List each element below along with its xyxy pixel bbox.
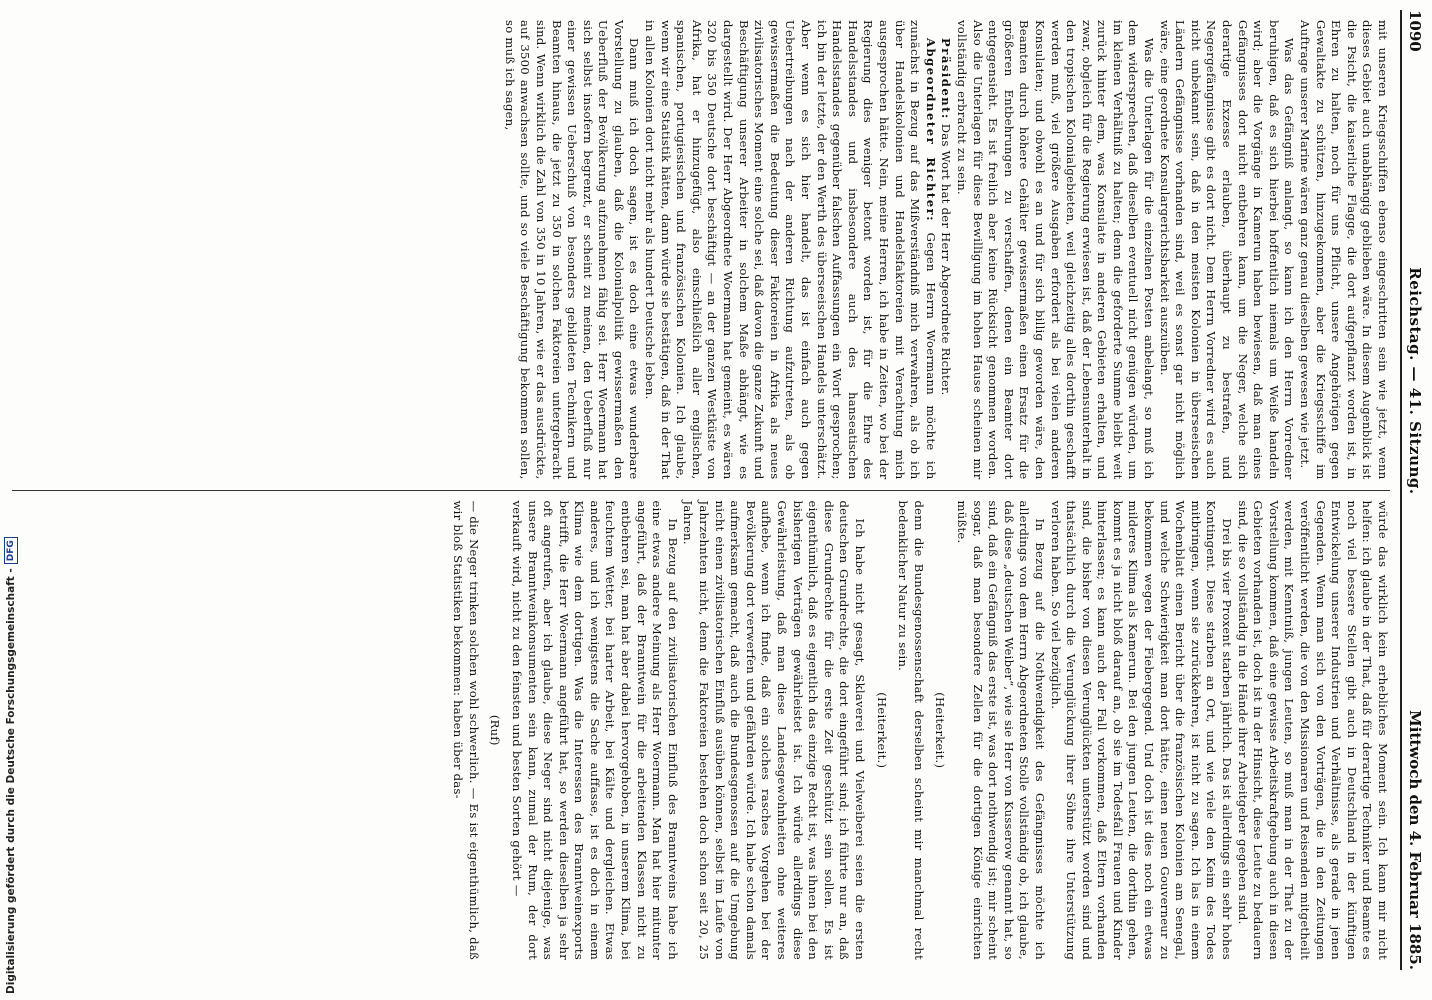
digitization-notice: Digitalisierung gefördert durch die Deutsche Forschungsgemeinschaft - (5, 568, 17, 994)
running-head-title: Reichstag. — 41. Sitzung. (1406, 267, 1424, 495)
digitization-footer (0, 0, 24, 1000)
paragraph: Drei bis vier Proxent starben jährlich. Das ist allerdings ein sehr hohes Kontingent. Diese starben an Ort, und wie viele den Keim des Todes mitbringen, wenn sie zurückkehren, ist nicht zu sagen. Ich las in einem Wochenblatt einen Bericht über die französischen Kolonien am Senegal, und welche Schwierigkeit man dort hätte, einen neuen Gouverneur zu bekommen wegen der Fiebergegend. Und doch ist dies noch ein etwas milderes Klima als Kamerun. Bei den jungen Leuten, die dorthin gehen, kommt es ja nicht bloß darauf an, ob sie im Todesfall Frauen und Kinder hinterlassen; es kann auch der Fall vorkommen, daß Eltern vorhanden sind, die bisher von diesen Verunglückten unterstützt worden sind und thatsächlich durch die Verunglückung ihrer Söhne ihre Unterstützung verloren haben. So viel bezüglich. (1048, 500, 1235, 960)
interjection: (Heiterkeit.) (874, 692, 889, 769)
president-text: Das Wort hat der Herr Abgeordnete Richter. (939, 123, 954, 396)
speaker-president: Präsident: (939, 38, 954, 120)
speaker-richter: Abgeordneter Richter: (923, 38, 938, 222)
paragraph: denn die Bundesgenossenschaft derselben scheint mir manchmal recht bedenklicher Natur zu sein. (896, 500, 926, 960)
running-head-date: Mittwoch den 4. Februar 1885. (1406, 710, 1424, 970)
running-head (1400, 10, 1424, 970)
left-column (12, 10, 1390, 490)
page-number: 1090 (1406, 10, 1424, 52)
speech-paragraph (642, 20, 938, 480)
paragraph: Was die Unterlagen für die einzelnen Posten anbelangt, so muß ich dem widersprechen, daß dieselben eventuell nicht genügen würden, um im kleinen Verhältniß zu halten; denn die geforderte Summe bleibt weit zurück hinter dem, was Konsulate in anderen Gebieten erhalten, und zwar, obgleich für die Regierung erwiesen ist, daß der Lebensunterhalt in den tropischen Kolonialgebieten, weil gleichzeitig alles dorthin geschafft werden muß, viel größere Ausgaben erfordert als bei vielen anderen Konsulaten; und obwohl es an und für sich billig geworden wäre, den Beamten durch höhere Gehälter gewissermaßen einen Ersatz für die größeren Entbehrungen zu verschaffen, denen ein Beamter dort entgegensieht. Es ist freilich aber keine Rücksicht genommen worden. Also die Unterlagen für diese Bewilligung im hohen Hause scheinen mir vollständig erbracht zu sein. (954, 20, 1157, 480)
paragraph: — die Neger trinken solchen wohl schwerlich. — Es ist eigenthümlich, daß wir bloß Statistiken bekommen: haben über das- (451, 500, 481, 960)
paragraph: würde das wirklich kein erhebliches Moment sein. Ich kann mir nicht helfen: ich glaube in der That, daß für derartige Techniker und Beamte es noch viel bessere Stellen gibt auch in Deutschland in der künftigen Entwickelung unserer Industrien und Verhältnisse, als gerade in jenen Gegenden. Wenn man sich von den Vorträgen, die in den Zeitungen veröffentlicht werden, die von den Missionaren und Reisenden mitgetheilt werden, mit Kenntniß, jungen Leuten, so muß man in der That zu der Vorstellung kommen, daß eine gewisse Arbeitskraftgebung auch in diesen Gebieten vorhanden ist, doch ist in der Hinsicht, diese Leute zu bedauern sind, die so vollständig in die Hände ihrer Arbeitgeber gegeben sind. (1235, 500, 1390, 960)
paragraph: In Bezug auf den zivilisatorischen Einfluß des Branntweins habe ich eine etwas andere Meinung als Herr Woermann. Man hat hier mitunter angeführt, daß der Branntwein für die arbeitenden Klassen nicht zu entbehren sei, man hat aber dabei hervorgehoben, in unserem Klima, bei feuchtem Wetter, bei harter Arbeit, bei Kälte und dergleichen. Etwas anderes, und ich wenigstens die Sache auffasse, ist es doch in einem Klima wie dem dortigen. Was die Interessen des Branntweinexports betrifft, die Herr Woermann angeführt hat, so werden dieselben ja sehr oft angerufen, aber ich glaube, diese Neger sind nicht diejenige, was unsere Branntweinkonsumenten sein kann, zumal der Rum, der dort verkauft wird, nicht zu den feinsten und besten Sorten gehört — (509, 500, 680, 960)
paragraph: Ich habe nicht gesagt, Sklaverei und Vielweiberei seien die ersten deutschen Grundrechte, die dort eingeführt sind; ich führte nur an, daß diese Grundrechte für die erste Zeit geschützt sein sollen. Es ist eigenthümlich, daß es eigentlich das einzige Recht ist, was ihnen bei den bisherigen Verträgen gewährleistet ist. Ich würde allerdings diese Gewährleistung, daß man diese Landesgewohnheiten ohne weiteres aufhebe, wenn ich finde, daß ein solches rasches Vorgehen bei der Bevölkerung dort verwerfen und gefährden würde. Ich habe schon damals aufmerksam gemacht, daß auch die Bundesgenossen auf die Umgebung nicht einen zivilisatorischen Einfluß ausüben können, selbst im Laufe von Jahrzehnten nicht, denn die Faktoreien bestehen doch schon seit 20, 25 Jahren. (681, 500, 867, 960)
speech-text: Gegen Herrn Woermann möchte ich zunächst in Bezug auf das Mißverständniß mich verwahren, als ob ich über Handelskolonien und Handelsfaktoreien mit Verachtung mich ausgesprochen hätte. Nein, meine Herren, ich habe in Zeiten, wo bei der Regierung dies weniger betont worden ist, für die Ehre des Handelsstandes und insbesondere auch des hanseatischen Handelsstandes gegenüber falschen Auffassungen ein Wort gesprochen; ich bin der letzte, der den Werth des überseeischen Handels unterschätzt. Aber wenn es sich hier handelt, das ist einfach auch gegen Uebertreibungen nach der anderen Richtung aufzutreten, als ob gewissermaßen die Bedeutung dieser Faktoreien in Afrika als neues zivilisatorisches Moment eine solche sei, daß davon die ganze Zukunft und Beschäftigung unserer Arbeiter in solchem Maße abhängt, wie es dargestellt wird. Der Herr Abgeordnete Woermann hat gemeint, es wären 320 bis 350 Deutsche dort beschäftigt — an der ganzen Westküste von Afrika, hat er hinzugefügt, also einschließlich aller englischen, spanischen, portugiesischen und französischen Kolonien. Ich glaube, wenn wir eine Statistik hätten, dann würde sie bestätigen, daß in der That in allen Kolonien dort nicht mehr als hundert Deutsche leben. (643, 20, 938, 480)
paragraph: Was das Gefängniß anlangt, so kann ich den Herrn Vorredner beruhigen, daß es sich hierbei hoffentlich niemals um Weiße handeln wird; aber die Vorgänge in Kamerun haben bewiesen, daß man eines Gefängnisses dort nicht entbehren kann, um die Neger, welche sich derartige Exzesse erlauben, überhaupt zu bestrafen, und Negergefängnisse gibt es dort nicht. Dem Herrn Vorredner wird es auch nicht unbekannt sein, daß in den meisten Kolonien in überseeischen Ländern Gefängnisse vorhanden sind, weil es sonst gar nicht möglich wäre, eine geordnete Konsulargerichtsbarkeit auszuüben. (1157, 20, 1297, 480)
paragraph: In Bezug auf die Nothwendigkeit des Gefängnisses möchte ich allerdings von dem Herrn Abgeordneten Stolle vollständig ob, ich glaube, daß diese „deutschen Weiber“, wie sie Herr von Kusserow genannt hat, so sind, daß ein Gefängniß das erste ist, was dort nothwendig ist; mir scheint sogar, daß man besondere Zellen für die dortigen Könige einrichten müßte. (954, 500, 1047, 960)
right-column (12, 490, 1390, 971)
paragraph: mit unseren Kriegsschiffen ebenso eingeschritten sein wie jetzt, wenn dieses Gebiet auch unabhängig geblieben wäre. In diesem Augenblick ist die Psicht, die kaiserliche Flagge, die dort aufgepflanzt worden ist, in Ehren zu halten, noch für uns Pflicht, unsere Angehörigen gegen Gewaltakte zu schützen, hinzugekommen, aber die Kriegsschiffe im Auftrage unserer Marine wären ganz genau dieselben gewesen wie jetzt. (1298, 20, 1390, 480)
president-speech (938, 20, 954, 480)
paragraph: Dann muß ich doch sagen, ist es doch eine etwas wunderbare Vorstellung zu glauben, daß die Kolonialpolitik gewissermaßen den Ueberfluß der Bevölkerung aufzunehmen fähig sei. Herr Woermann hat sich selbst insofern begrenzt, er scheint zu meinen, den Ueberfluß nur einer gewissen Ueberschuß von besonders gebildeten Technikern und Beamten hinaus, die jetzt zu 350 in solchen Faktoreien untergebracht sind. Wenn wirklich die Zahl von 350 in 10 Jahren, wie er das ausdrückte, auf 3500 anwachsen sollte, und so viele Beschäftigung bekommen sollen, so muß ich sagen, (502, 20, 642, 480)
dfg-logo: DFG (4, 537, 18, 564)
interjection: (Heiterkeit.) (933, 692, 948, 769)
text-columns (12, 10, 1390, 970)
interjection: (Ruf) (488, 714, 503, 746)
